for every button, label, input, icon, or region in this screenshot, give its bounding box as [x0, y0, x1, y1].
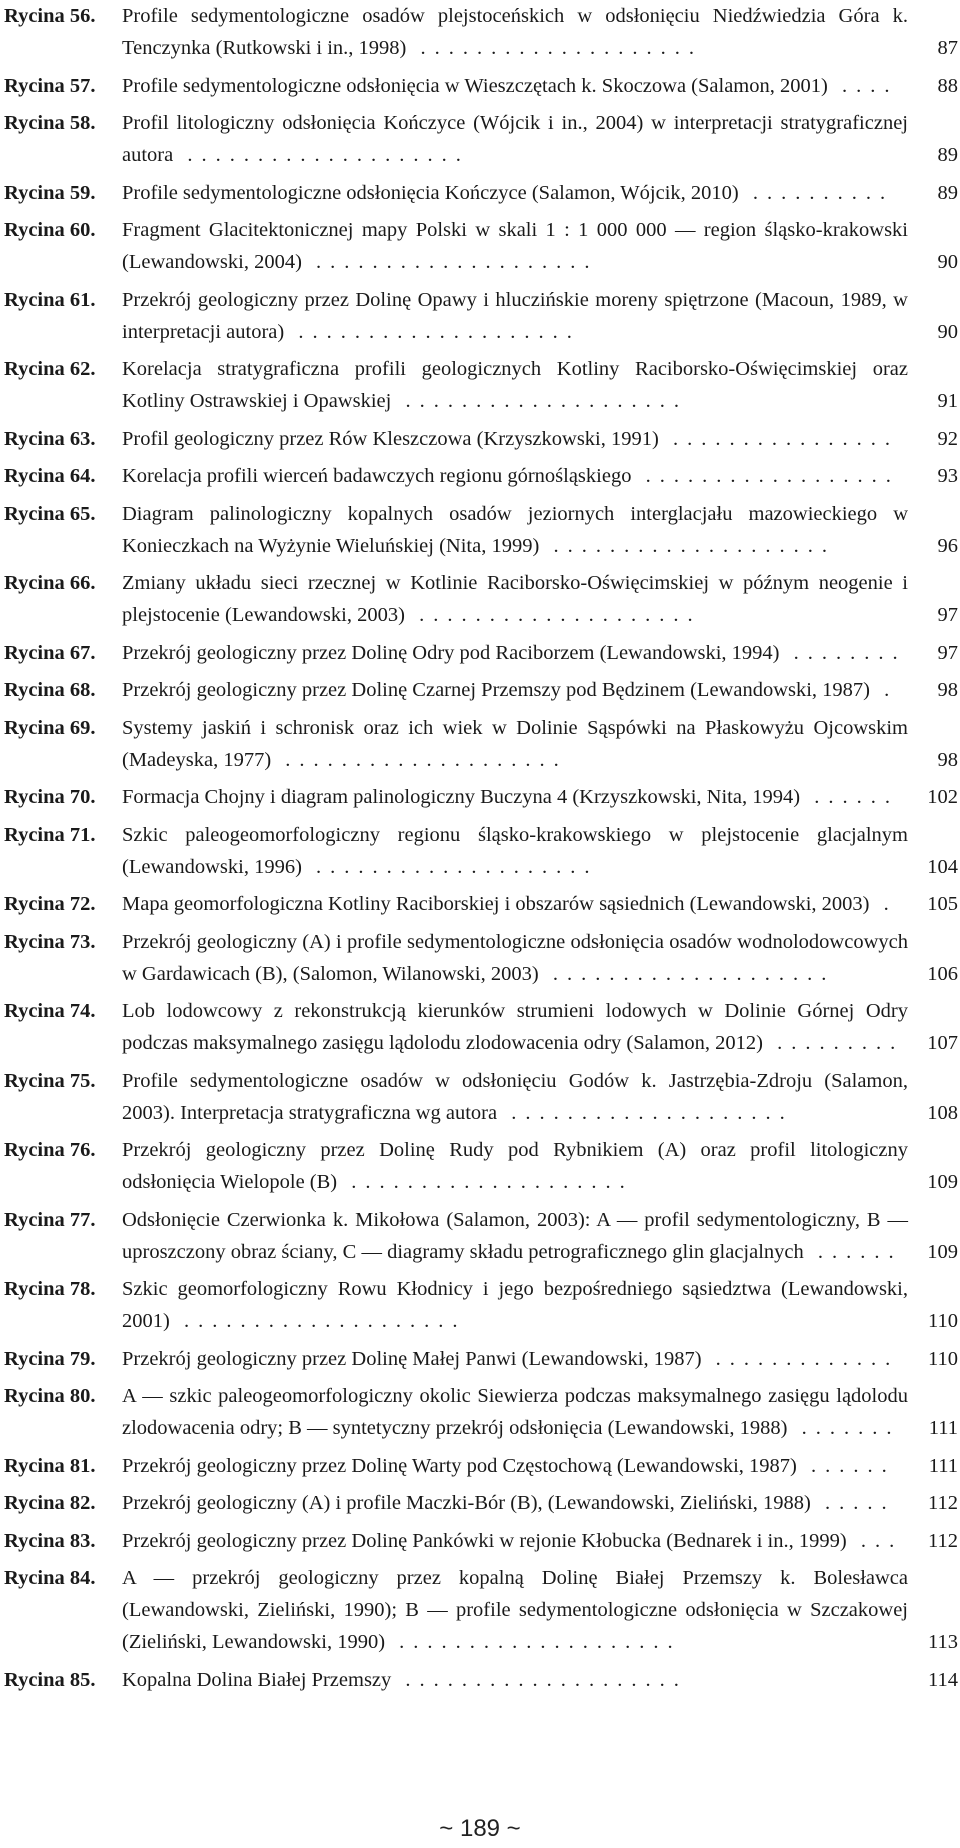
figure-description: Przekrój geologiczny przez Dolinę Rudy pod Rybnikiem (A) oraz profil litologiczny odsłonięcia Wielopole (B) — [122, 1139, 908, 1193]
page-footer-number: ~ 189 ~ — [439, 1815, 521, 1842]
figure-description: Przekrój geologiczny przez Dolinę Opawy i hluczińskie moreny spiętrzone (Macoun, 1989, w interpretacji autora) — [122, 288, 908, 343]
figure-label: Rycina 76. — [4, 1139, 96, 1161]
figure-body — [122, 674, 958, 706]
figure-label: Rycina 82. — [4, 1492, 96, 1514]
dot-leader: ..... — [810, 1492, 896, 1514]
figure-description: Przekrój geologiczny przez Dolinę Małej Panwi (Lewandowski, 1987) — [122, 1347, 702, 1370]
figure-label: Rycina 71. — [4, 823, 96, 846]
figure-body — [122, 107, 958, 171]
figure-page-number: 108 — [927, 1101, 958, 1124]
figure-body — [122, 1065, 958, 1129]
figure-entry — [4, 926, 958, 990]
figure-entry — [4, 888, 958, 920]
dot-leader: . — [870, 679, 899, 701]
figure-body — [122, 1664, 958, 1696]
figure-page-number: 110 — [928, 1310, 958, 1332]
figure-body — [122, 1525, 958, 1557]
figure-body — [122, 460, 958, 492]
figure-body — [122, 284, 958, 348]
figure-label: Rycina 66. — [4, 572, 96, 594]
dot-leader: ....... — [787, 1417, 901, 1439]
dot-leader: .................... — [391, 1668, 688, 1691]
figure-body — [122, 819, 958, 883]
dot-leader: ...... — [803, 1240, 903, 1263]
figure-description: A — szkic paleogeomorfologiczny okolic Siewierza podczas maksymalnego zasięgu lądolodu zlodowacenia odry; B — syntetyczny przekrój odsłonięcia (Lewandowski, 1988) — [122, 1385, 908, 1439]
figure-label: Rycina 72. — [4, 893, 96, 915]
dot-leader: .................. — [631, 465, 900, 487]
figure-label: Rycina 81. — [4, 1454, 96, 1477]
figure-body — [122, 0, 958, 64]
figure-entry — [4, 1664, 958, 1696]
figure-description: Lob lodowcowy z rekonstrukcją kierunków strumieni lodowych w Dolinie Górnej Odry podczas maksymalnego zasięgu lądolodu zlodowacenia odry (Salamon, 2012) — [122, 1000, 908, 1054]
figure-description: Szkic paleogeomorfologiczny regionu śląsko-krakowskiego w plejstocenie glacjalnym (Lewandowski, 1996) — [122, 823, 908, 878]
figure-body — [122, 567, 958, 631]
figure-body — [122, 888, 958, 920]
figure-page-number: 107 — [927, 1032, 958, 1054]
dot-leader: ............. — [701, 1347, 900, 1370]
dot-leader: . — [869, 893, 898, 915]
dot-leader: ........ — [779, 641, 907, 664]
figure-entry — [4, 1134, 958, 1198]
figure-entry — [4, 819, 958, 883]
figure-entry — [4, 1380, 958, 1444]
figure-description: Profile sedymentologiczne odsłonięcia w Wieszczętach k. Skoczowa (Salamon, 2001) — [122, 74, 828, 97]
figure-label: Rycina 60. — [4, 219, 96, 241]
dot-leader: .................... — [173, 144, 470, 166]
figure-body — [122, 637, 958, 669]
figure-description: Mapa geomorfologiczna Kotliny Raciborskiej i obszarów sąsiednich (Lewandowski, 2003) — [122, 893, 870, 915]
figure-page-number: 104 — [927, 855, 958, 878]
figure-label: Rycina 79. — [4, 1347, 96, 1370]
figure-body — [122, 498, 958, 562]
figure-label: Rycina 62. — [4, 358, 96, 380]
figure-entry — [4, 0, 958, 64]
figure-page-number: 96 — [937, 534, 958, 557]
figure-description: Diagram palinologiczny kopalnych osadów jeziornych interglacjału mazowieckiego w Konieczkach na Wyżynie Wieluńskiej (Nita, 1999) — [122, 502, 908, 557]
figure-body — [122, 423, 958, 455]
figure-label: Rycina 84. — [4, 1567, 96, 1589]
figure-page-number: 91 — [937, 390, 958, 412]
dot-leader: .................... — [497, 1101, 794, 1124]
figure-body — [122, 712, 958, 776]
dot-leader: ......... — [763, 1032, 905, 1054]
figure-entry — [4, 70, 958, 102]
dot-leader: .................... — [391, 390, 688, 412]
figure-entry — [4, 107, 958, 171]
figure-description: Przekrój geologiczny przez Dolinę Pankówki w rejonie Kłobucka (Bednarek i in., 1999) — [122, 1529, 847, 1552]
figure-description: Profile sedymentologiczne odsłonięcia Kończyce (Salamon, Wójcik, 2010) — [122, 181, 739, 204]
dot-leader: .................... — [538, 962, 836, 985]
figure-body — [122, 926, 958, 990]
figure-label: Rycina 58. — [4, 112, 96, 134]
figure-entry — [4, 995, 958, 1059]
figure-page-number: 90 — [937, 320, 958, 343]
dot-leader: ................ — [658, 427, 899, 450]
figure-label: Rycina 77. — [4, 1208, 96, 1231]
figure-page-number: 97 — [937, 604, 958, 626]
figure-body — [122, 1273, 958, 1337]
figure-description: Zmiany układu sieci rzecznej w Kotlinie Raciborsko-Oświęcimskiej w późnym neogenie i plejstocenie (Lewandowski, 2003) — [122, 572, 908, 626]
figure-label: Rycina 57. — [4, 74, 96, 97]
figure-description: Korelacja profili wierceń badawczych regionu górnośląskiego — [122, 465, 632, 487]
figure-body — [122, 1204, 958, 1268]
figure-label: Rycina 61. — [4, 288, 96, 311]
figure-description: Fragment Glacitektonicznej mapy Polski w skali 1 : 1 000 000 — region śląsko-krakowski (Lewandowski, 2004) — [122, 219, 908, 273]
dot-leader: .................... — [271, 748, 568, 771]
dot-leader: .......... — [738, 181, 895, 204]
figure-label: Rycina 85. — [4, 1668, 96, 1691]
dot-leader: ... — [846, 1529, 904, 1552]
dot-leader: .................... — [404, 604, 702, 626]
figure-description: Systemy jaskiń i schronisk oraz ich wiek w Dolinie Sąspówki na Płaskowyżu Ojcowskim (Madeyska, 1977) — [122, 716, 908, 771]
figure-description: Przekrój geologiczny przez Dolinę Odry pod Raciborzem (Lewandowski, 1994) — [122, 641, 780, 664]
figure-entry — [4, 1487, 958, 1519]
figure-entry — [4, 674, 958, 706]
dot-leader: ...... — [800, 786, 899, 808]
figure-description: Przekrój geologiczny przez Dolinę Warty pod Częstochową (Lewandowski, 1987) — [122, 1454, 797, 1477]
figure-page-number: 92 — [937, 427, 958, 450]
figure-label: Rycina 68. — [4, 679, 96, 701]
figure-page-number: 109 — [927, 1240, 958, 1263]
figure-entry — [4, 353, 958, 417]
dot-leader: .................... — [301, 251, 599, 273]
figure-label: Rycina 74. — [4, 1000, 96, 1022]
figure-description: Formacja Chojny i diagram palinologiczny Buczyna 4 (Krzyszkowski, Nita, 1994) — [122, 786, 801, 808]
figure-body — [122, 353, 958, 417]
dot-leader: .................... — [539, 534, 836, 557]
figure-body — [122, 995, 958, 1059]
figure-label: Rycina 65. — [4, 502, 96, 525]
dot-leader: .................... — [301, 855, 599, 878]
figure-description: Przekrój geologiczny (A) i profile Maczki-Bór (B), (Lewandowski, Zieliński, 1988) — [122, 1492, 811, 1514]
figure-description: Odsłonięcie Czerwionka k. Mikołowa (Salamon, 2003): A — profil sedymentologiczny, B — uproszczony obraz ściany, C — diagramy składu petrograficznego glin glacjalnych — [122, 1208, 908, 1263]
figure-page-number: 112 — [928, 1529, 958, 1552]
figure-description: Profil litologiczny odsłonięcia Kończyce (Wójcik i in., 2004) w interpretacji stratygraficznej autora — [122, 112, 908, 166]
figure-entry — [4, 712, 958, 776]
figure-label: Rycina 63. — [4, 427, 96, 450]
figure-entry — [4, 214, 958, 278]
figure-page-number: 87 — [937, 37, 958, 59]
figure-page-number: 113 — [928, 1631, 958, 1653]
figure-entry — [4, 284, 958, 348]
figure-description: Przekrój geologiczny (A) i profile sedymentologiczne odsłonięcia osadów wodnolodowcowych w Gardawicach (B), (Salomon, Wilanowski, 2003) — [122, 930, 908, 985]
figure-label: Rycina 69. — [4, 716, 96, 739]
figure-entry — [4, 567, 958, 631]
figure-page-number: 98 — [937, 679, 958, 701]
dot-leader: .................... — [406, 37, 704, 59]
figure-body — [122, 1450, 958, 1482]
figure-description: Korelacja stratygraficzna profili geologicznych Kotliny Raciborsko-Oświęcimskiej oraz Kotliny Ostrawskiej i Opawskiej — [122, 358, 908, 412]
figure-page-number: 109 — [927, 1171, 958, 1193]
figure-entry — [4, 1065, 958, 1129]
figure-page-number: 102 — [927, 786, 958, 808]
figure-label: Rycina 56. — [4, 5, 96, 27]
figure-body — [122, 1562, 958, 1658]
figure-entry — [4, 1204, 958, 1268]
figure-entry — [4, 637, 958, 669]
figure-body — [122, 1134, 958, 1198]
figure-body — [122, 1487, 958, 1519]
figure-description: Profil geologiczny przez Rów Kleszczowa (Krzyszkowski, 1991) — [122, 427, 659, 450]
figure-entry — [4, 498, 958, 562]
figure-page-number: 89 — [937, 181, 958, 204]
figure-page-number: 106 — [927, 962, 958, 985]
dot-leader: .................... — [385, 1631, 682, 1653]
figure-label: Rycina 67. — [4, 641, 96, 664]
figure-label: Rycina 73. — [4, 930, 96, 953]
figure-page-number: 90 — [937, 251, 958, 273]
figure-entry — [4, 1525, 958, 1557]
dot-leader: .................... — [169, 1310, 467, 1332]
figure-page-number: 112 — [928, 1492, 958, 1514]
figure-page-number: 110 — [928, 1347, 958, 1370]
dot-leader: ...... — [796, 1454, 896, 1477]
dot-leader: .... — [827, 74, 899, 97]
figure-entry — [4, 781, 958, 813]
figure-description: Profile sedymentologiczne osadów w odsłonięciu Godów k. Jastrzębia-Zdroju (Salamon, 2003). Interpretacja stratygraficzna wg autora — [122, 1069, 908, 1124]
figure-body — [122, 781, 958, 813]
figure-entry — [4, 423, 958, 455]
figure-body — [122, 1343, 958, 1375]
figure-entry — [4, 1273, 958, 1337]
figure-body — [122, 70, 958, 102]
figure-page-number: 114 — [928, 1668, 958, 1691]
figure-label: Rycina 64. — [4, 465, 96, 487]
figure-body — [122, 177, 958, 209]
figure-label: Rycina 83. — [4, 1529, 96, 1552]
figure-description: A — przekrój geologiczny przez kopalną Dolinę Białej Przemszy k. Bolesławca (Lewandowski, Zieliński, 1990); B — profile sedymentologiczne odsłonięcia w Szczakowej (Zieliński, Lewandowski, 1990) — [122, 1567, 908, 1653]
figure-entry — [4, 460, 958, 492]
figure-description: Profile sedymentologiczne osadów plejstoceńskich w odsłonięciu Niedźwiedzia Góra k. Tenczynka (Rutkowski i in., 1998) — [122, 5, 908, 59]
figure-page-number: 93 — [937, 465, 958, 487]
figure-entry — [4, 1562, 958, 1658]
figure-label: Rycina 80. — [4, 1385, 96, 1407]
figure-list — [4, 0, 958, 1701]
figure-description: Szkic geomorfologiczny Rowu Kłodnicy i jego bezpośredniego sąsiedztwa (Lewandowski, 2001) — [122, 1278, 908, 1332]
dot-leader: .................... — [337, 1171, 634, 1193]
figure-entry — [4, 177, 958, 209]
figure-page-number: 105 — [927, 893, 958, 915]
figure-description: Kopalna Dolina Białej Przemszy — [122, 1668, 392, 1691]
figure-page-number: 111 — [928, 1417, 958, 1439]
figure-label: Rycina 78. — [4, 1278, 96, 1300]
figure-label: Rycina 59. — [4, 181, 96, 204]
figure-body — [122, 1380, 958, 1444]
dot-leader: .................... — [284, 320, 581, 343]
figure-body — [122, 214, 958, 278]
figure-page-number: 88 — [937, 74, 958, 97]
figure-page-number: 98 — [937, 748, 958, 771]
figure-label: Rycina 75. — [4, 1069, 96, 1092]
figure-page-number: 111 — [928, 1454, 958, 1477]
figure-page-number: 89 — [937, 144, 958, 166]
figure-description: Przekrój geologiczny przez Dolinę Czarnej Przemszy pod Będzinem (Lewandowski, 1987) — [122, 679, 871, 701]
figure-label: Rycina 70. — [4, 786, 96, 808]
figure-page-number: 97 — [937, 641, 958, 664]
figure-entry — [4, 1343, 958, 1375]
figure-entry — [4, 1450, 958, 1482]
